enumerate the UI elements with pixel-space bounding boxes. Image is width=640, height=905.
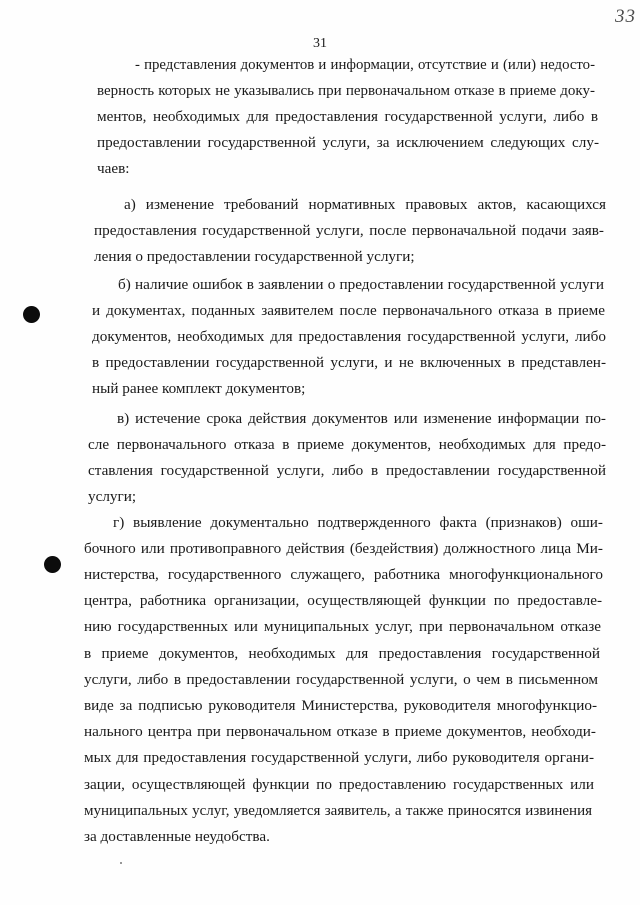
text-line: чаев:	[97, 160, 130, 177]
text-line: ный ранее комплект документов;	[92, 380, 306, 397]
text-line: нального центра при первоначальном отказе в приеме документов, необходи-	[84, 723, 596, 740]
handwritten-sheet-number: 33	[615, 6, 636, 27]
text-line: в) истечение срока действия документов или изменение информации по-	[117, 410, 606, 427]
text-line: а) изменение требований нормативных правовых актов, касающихся	[124, 196, 606, 213]
text-line: ставления государственной услуги, либо в предоставлении государственной	[88, 462, 606, 479]
text-line: за доставленные неудобства.	[84, 828, 270, 845]
text-line: нию государственных или муниципальных услуг, при первоначальном отказе	[84, 618, 601, 635]
text-line: в приеме документов, необходимых для предоставления государственной	[84, 645, 600, 662]
text-line: и документах, поданных заявителем после первоначального отказа в приеме	[92, 302, 605, 319]
text-line: услуги;	[88, 488, 137, 505]
text-line: мых для предоставления государственной услуги, либо руководителя органи-	[84, 749, 594, 766]
text-line: нистерства, государственного служащего, работника многофункционального	[84, 566, 603, 583]
text-line: в предоставлении государственной услуги, и не включенных в представлен-	[92, 354, 606, 371]
text-line: предоставлении государственной услуги, за исключением следующих слу-	[97, 134, 599, 151]
text-line: б) наличие ошибок в заявлении о предоставлении государственной услуги	[118, 276, 604, 293]
text-line: г) выявление документально подтвержденного факта (признаков) оши-	[113, 514, 603, 531]
text-line: предоставления государственной услуги, после первоначальной подачи заяв-	[94, 222, 604, 239]
text-line: услуги, либо в предоставлении государственной услуги, о чем в письменном	[84, 671, 598, 688]
page-number: 31	[313, 36, 327, 51]
text-line: документов, необходимых для предоставления государственной услуги, либо	[92, 328, 606, 345]
text-line: зации, осуществляющей функции по предоставлению государственных или	[84, 776, 594, 793]
text-line: муниципальных услуг, уведомляется заявитель, а также приносятся извинения	[84, 803, 592, 819]
text-line: виде за подписью руководителя Министерства, руководителя многофункцио-	[84, 697, 597, 714]
text-line: центра, работника организации, осуществляющей функции по предоставле-	[84, 592, 602, 609]
text-line: верность которых не указывались при первоначальном отказе в приеме доку-	[97, 83, 595, 99]
text-line: ления о предоставлении государственной услуги;	[94, 248, 415, 265]
text-line: бочного или противоправного действия (бездействия) должностного лица Ми-	[84, 540, 603, 557]
text-line: ментов, необходимых для предоставления государственной услуги, либо в	[97, 108, 598, 125]
text-line: - представления документов и информации, отсутствие и (или) недосто-	[135, 57, 595, 73]
text-line: сле первоначального отказа в приеме документов, необходимых для предо-	[88, 436, 606, 453]
